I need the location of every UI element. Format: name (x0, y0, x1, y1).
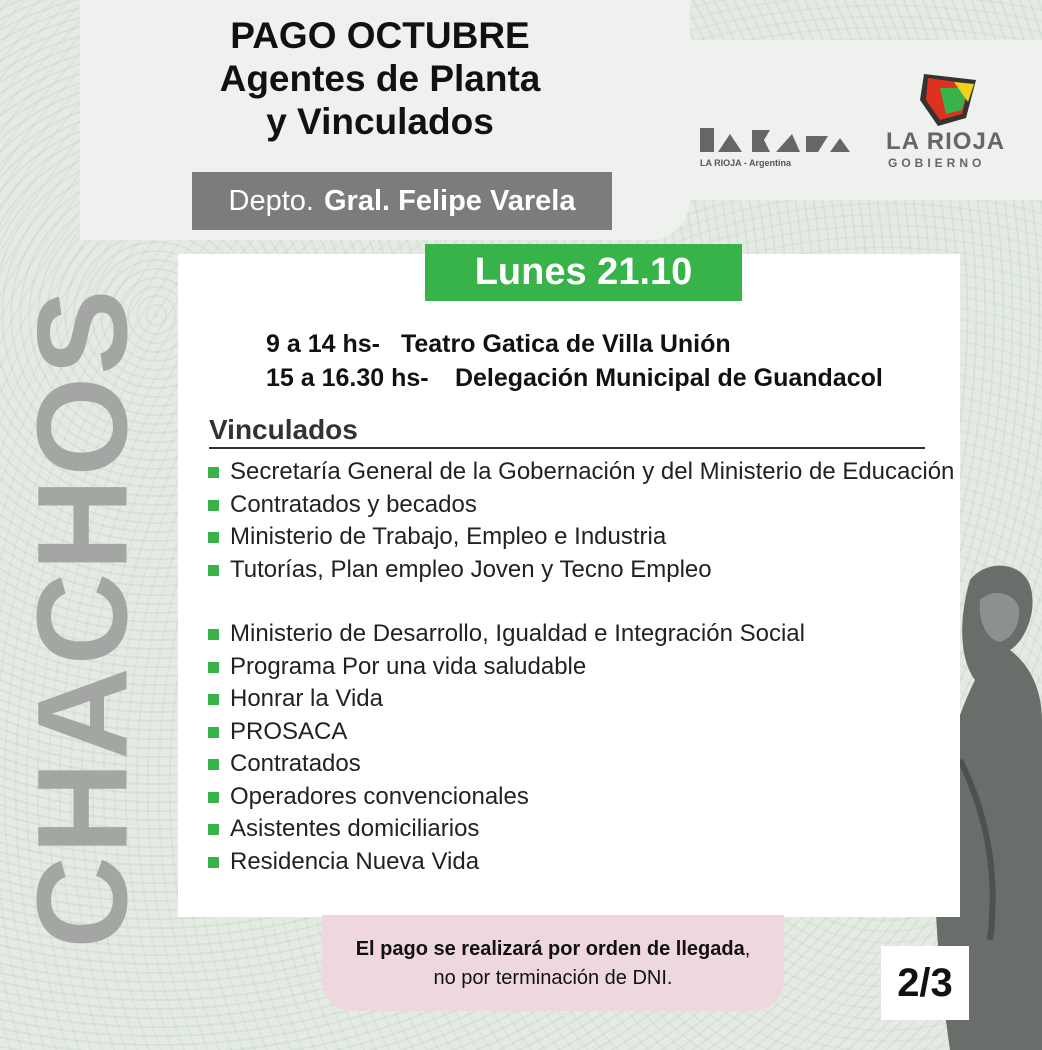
list-item: Residencia Nueva Vida (208, 848, 479, 876)
page-indicator: 2/3 (881, 946, 969, 1020)
list-item: Contratados y becados (208, 491, 477, 519)
list-item: Programa Por una vida saludable (208, 653, 586, 681)
footer-line-1: El pago se realizará por orden de llegada, (355, 938, 751, 960)
list-item: Asistentes domiciliarios (208, 815, 479, 843)
footer-line-2: no por terminación de DNI. (433, 967, 673, 989)
list-item: Secretaría General de la Gobernación y del Ministerio de Educación (208, 458, 954, 486)
list-item: Tutorías, Plan empleo Joven y Tecno Empleo (208, 556, 712, 584)
bullet-square-icon (208, 694, 219, 705)
bullet-square-icon (208, 532, 219, 543)
schedule-place: Teatro Gatica de Villa Unión (400, 330, 731, 358)
date-badge: Lunes 21.10 (425, 244, 742, 301)
depto-name: Gral. Felipe Varela (323, 184, 576, 217)
bullet-square-icon (208, 629, 219, 640)
list-item: Honrar la Vida (208, 685, 383, 713)
footer-note (322, 915, 784, 1011)
depto-banner (192, 172, 612, 230)
bullet-square-icon (208, 500, 219, 511)
page-title (110, 14, 650, 143)
gobierno-subtitle: GOBIERNO (888, 156, 986, 170)
list-item: Operadores convencionales (208, 783, 529, 811)
schedule-row (266, 364, 883, 393)
bullet-square-icon (208, 792, 219, 803)
schedule-time: 15 a 16.30 hs- (266, 364, 429, 392)
gobierno-name: LA RIOJA (886, 128, 1006, 155)
schedule-place: Delegación Municipal de Guandacol (454, 364, 883, 392)
list-item: Ministerio de Desarrollo, Igualdad e Integración Social (208, 620, 805, 648)
list-item: Ministerio de Trabajo, Empleo e Industria (208, 523, 666, 551)
la-rioja-argentina-text: LA RIOJA - Argentina (700, 158, 792, 168)
title-line-2: Agentes de Planta (219, 58, 541, 99)
bullet-square-icon (208, 857, 219, 868)
list-item: Contratados (208, 750, 361, 778)
title-line-1: PAGO OCTUBRE (230, 15, 530, 56)
section-heading: Vinculados (209, 414, 358, 445)
bullet-square-icon (208, 727, 219, 738)
bullet-square-icon (208, 467, 219, 478)
depto-label: Depto. (228, 184, 314, 217)
bullet-square-icon (208, 565, 219, 576)
bullet-square-icon (208, 662, 219, 673)
bullet-square-icon (208, 759, 219, 770)
side-vertical-word: CHACHOS (11, 287, 155, 949)
schedule-time: 9 a 14 hs- (266, 330, 380, 358)
bullet-square-icon (208, 824, 219, 835)
list-item: PROSACA (208, 718, 347, 746)
schedule-row (266, 330, 731, 359)
title-line-3: y Vinculados (266, 101, 494, 142)
section-divider (209, 447, 925, 449)
